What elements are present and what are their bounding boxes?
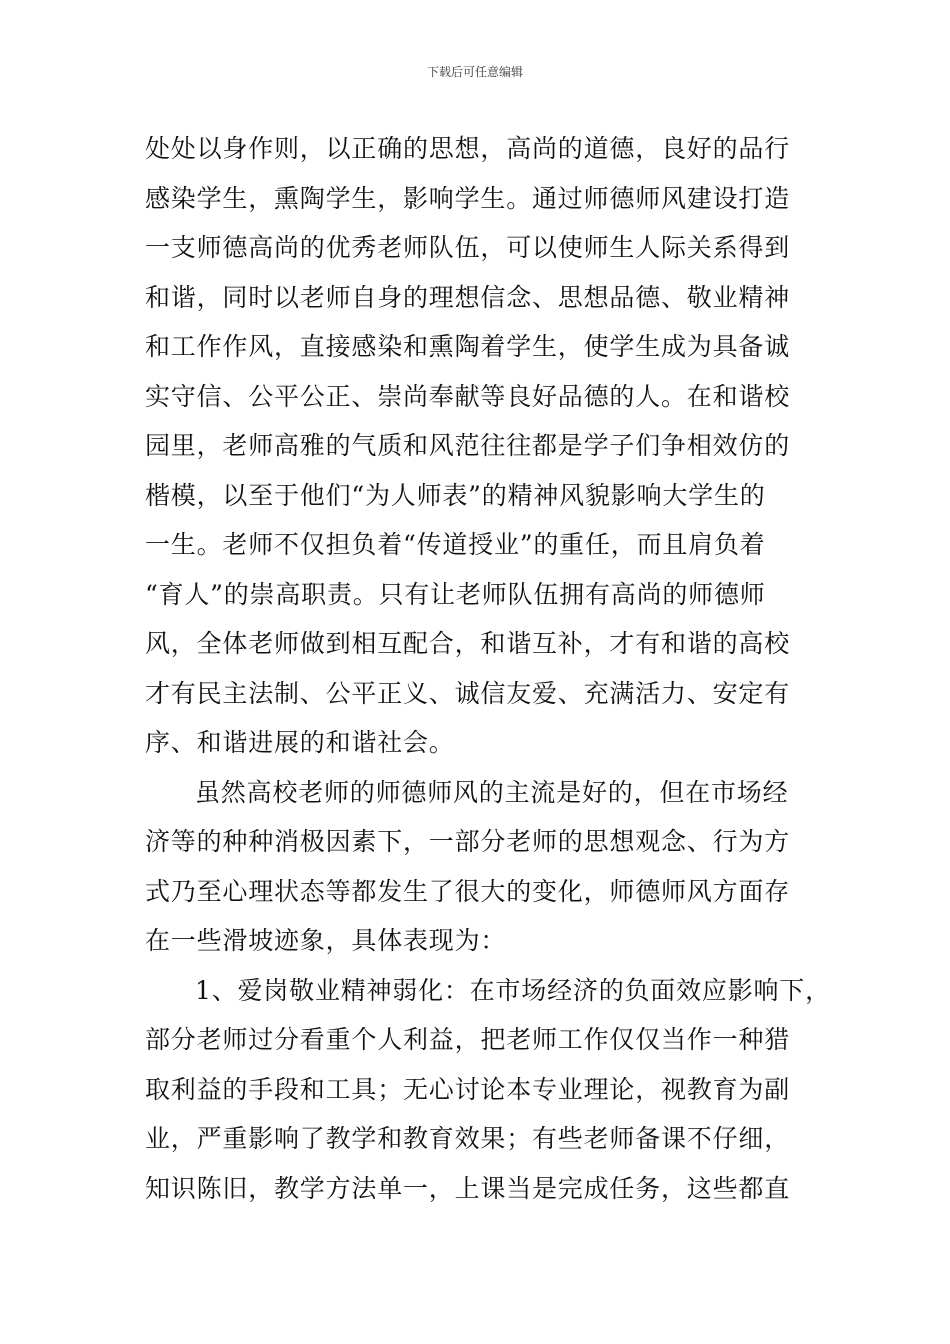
text-line: 和谐，同时以老师自身的理想信念、思想品德、敬业精神 — [145, 282, 791, 312]
text-line: “育人”的崇高职责。只有让老师队伍拥有高尚的师德师 — [145, 579, 766, 609]
text-line: 式乃至心理状态等都发生了很大的变化，师德师风方面存 — [145, 876, 791, 906]
text-line: 一生。老师不仅担负着“传道授业”的重任，而且肩负着 — [145, 530, 766, 559]
text-line: 才有民主法制、公平正义、诚信友爱、充满活力、安定有 — [145, 678, 791, 708]
text-line: 一支师德高尚的优秀老师队伍，可以使师生人际关系得到 — [145, 233, 791, 262]
text-line: 业，严重影响了教学和教育效果；有些老师备课不仔细， — [145, 1124, 791, 1153]
text-line: 和工作作风，直接感染和熏陶着学生，使学生成为具备诚 — [145, 332, 791, 361]
text-line: 在一些滑坡迹象，具体表现为： — [145, 926, 507, 955]
text-line: 部分老师过分看重个人利益，把老师工作仅仅当作一种猎 — [145, 1025, 791, 1054]
text-line: 实守信、公平公正、崇尚奉献等良好品德的人。在和谐校 — [145, 381, 791, 411]
text-line: 感染学生，熏陶学生，影响学生。通过师德师风建设打造 — [145, 183, 791, 213]
text-line: 济等的种种消极因素下，一部分老师的思想观念、行为方 — [145, 827, 791, 856]
text-line: 1、爱岗敬业精神弱化：在市场经济的负面效应影响下， — [195, 975, 831, 1005]
paragraph-1 — [145, 124, 810, 768]
text-line: 处处以身作则，以正确的思想，高尚的道德，良好的品行 — [145, 134, 791, 163]
text-line: 楷模，以至于他们“为人师表”的精神风貌影响大学生的 — [145, 480, 766, 510]
text-line: 园里，老师高雅的气质和风范往往都是学子们争相效仿的 — [145, 431, 791, 460]
text-line: 知识陈旧，教学方法单一，上课当是完成任务，这些都直 — [145, 1173, 791, 1203]
text-line: 取利益的手段和工具；无心讨论本专业理论，视教育为副 — [145, 1074, 791, 1104]
page-header-note: 下载后可任意编辑 — [426, 65, 523, 79]
document-body — [145, 124, 831, 1213]
paragraph-3 — [145, 966, 831, 1214]
paragraph-2 — [145, 768, 810, 966]
text-line: 序、和谐进展的和谐社会。 — [145, 728, 455, 757]
text-line: 虽然高校老师的师德师风的主流是好的，但在市场经 — [195, 777, 789, 807]
text-line: 风，全体老师做到相互配合，和谐互补，才有和谐的高校 — [145, 629, 791, 658]
